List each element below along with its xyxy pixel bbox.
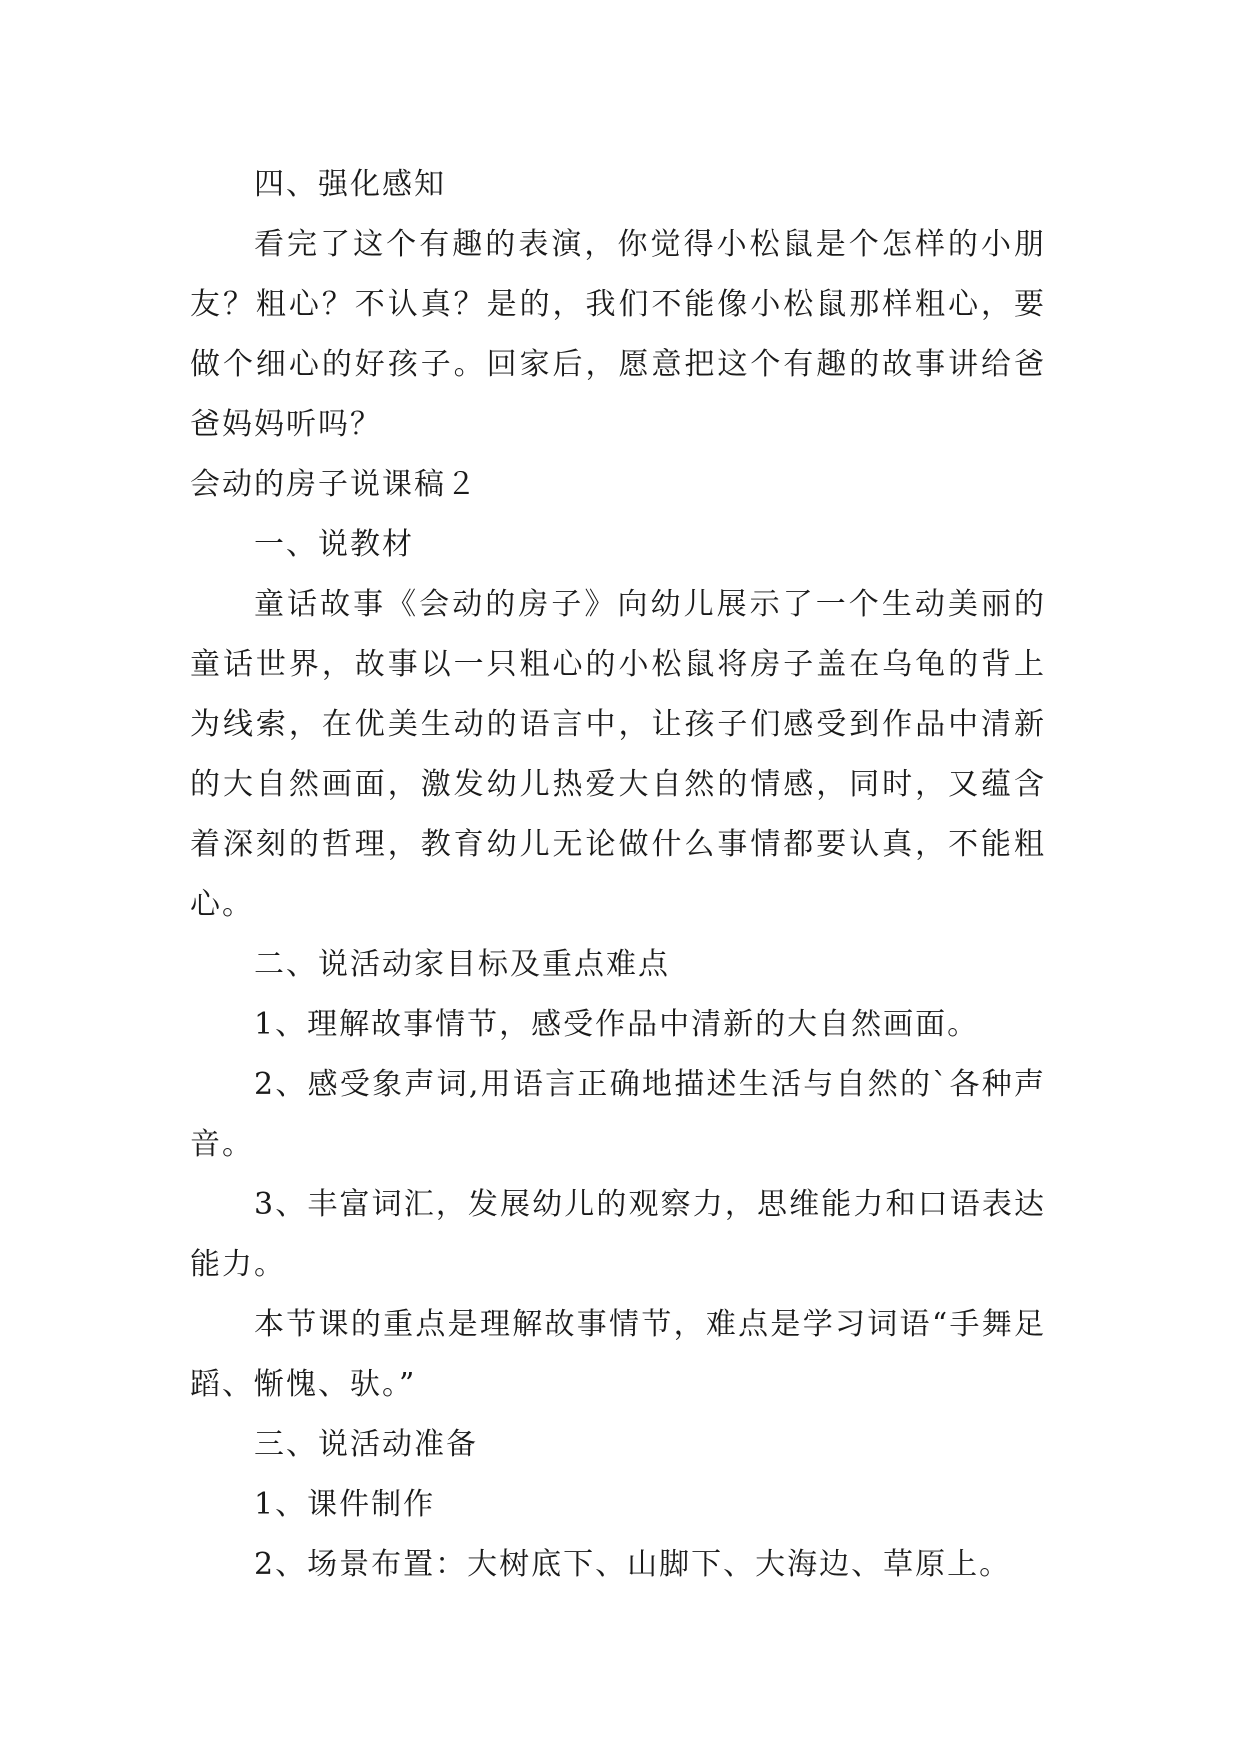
document-body xyxy=(190,155,1046,1595)
section-heading-3: 三、说活动准备 xyxy=(254,1427,478,1462)
body-paragraph: 本节课的重点是理解故事情节，难点是学习词语“手舞足蹈、惭愧、驮。” xyxy=(190,1307,1046,1402)
list-item: 1、课件制作 xyxy=(254,1487,436,1522)
document-title: 会动的房子说课稿２ xyxy=(190,467,478,502)
body-paragraph: 看完了这个有趣的表演，你觉得小松鼠是个怎样的小朋友？粗心？不认真？是的，我们不能像小松鼠那样粗心，要做个细心的好孩子。回家后，愿意把这个有趣的故事讲给爸爸妈妈听吗？ xyxy=(190,227,1046,442)
body-paragraph: 童话故事《会动的房子》向幼儿展示了一个生动美丽的童话世界，故事以一只粗心的小松鼠将房子盖在乌龟的背上为线索，在优美生动的语言中，让孩子们感受到作品中清新的大自然画面，激发幼儿热爱大自然的情感，同时，又蕴含着深刻的哲理，教育幼儿无论做什么事情都要认真，不能粗心。 xyxy=(190,587,1046,922)
section-heading-2: 二、说活动家目标及重点难点 xyxy=(254,947,670,982)
list-item: 1、理解故事情节，感受作品中清新的大自然画面。 xyxy=(254,1007,980,1042)
list-item: 3、丰富词汇，发展幼儿的观察力，思维能力和口语表达能力。 xyxy=(190,1187,1046,1282)
section-heading-1: 一、说教材 xyxy=(254,527,414,562)
list-item: 2、场景布置：大树底下、山脚下、大海边、草原上。 xyxy=(254,1547,1012,1582)
section-heading-4: 四、强化感知 xyxy=(254,167,446,202)
list-item: 2、感受象声词,用语言正确地描述生活与自然的`各种声音。 xyxy=(190,1067,1046,1162)
